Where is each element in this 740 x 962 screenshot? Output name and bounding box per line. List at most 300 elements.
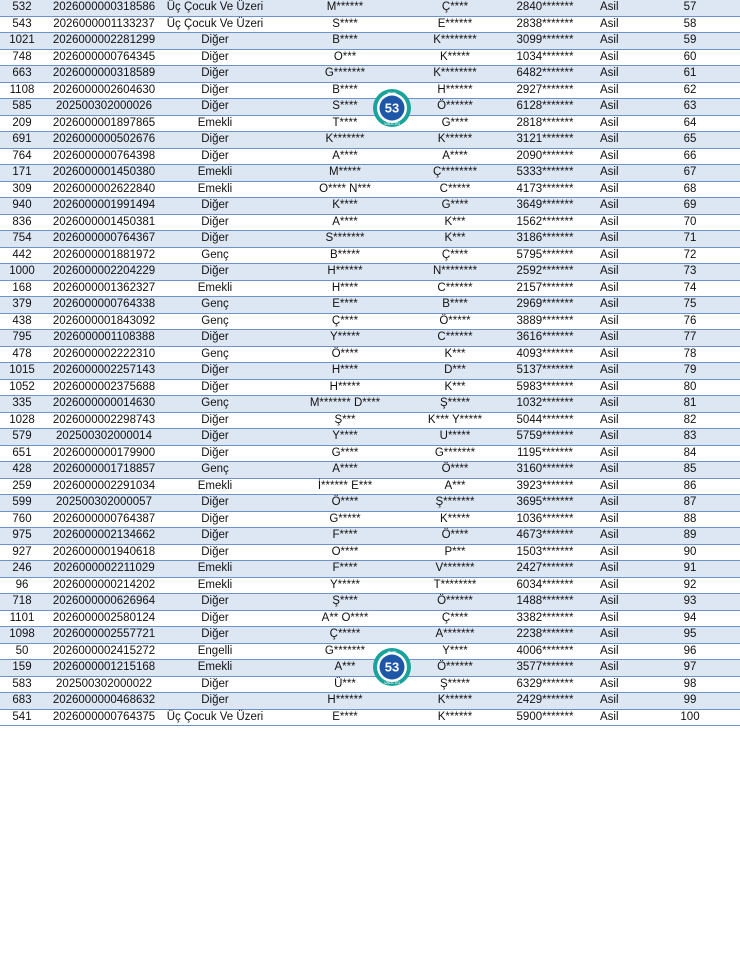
cell-surname: K******** [433, 34, 477, 46]
cell-row-id: 50 [15, 644, 29, 657]
cell-category: Emekli [197, 182, 233, 195]
cell-row-id: 1101 [9, 611, 35, 624]
cell-name: G******* [324, 67, 366, 79]
cell-category: Diğer [201, 364, 229, 376]
cell-row-id: 168 [12, 281, 32, 294]
cell-category: Diğer [201, 149, 229, 162]
table-row [0, 611, 740, 628]
cell-category: Emekli [197, 166, 233, 178]
cell-row-id: 760 [12, 512, 32, 525]
cell-name: H**** [331, 281, 359, 294]
cell-category: Genç [201, 347, 229, 360]
cell-surname: P*** [444, 545, 466, 558]
cell-order-number: 76 [683, 314, 697, 327]
cell-surname: E****** [437, 17, 473, 30]
cell-order-number: 78 [683, 347, 697, 360]
cell-name: A**** [332, 215, 358, 228]
cell-row-id: 532 [12, 1, 32, 13]
cell-name: Y***** [329, 578, 361, 591]
cell-application-number: 2026000002291034 [52, 479, 156, 492]
cell-category: Emekli [197, 562, 233, 574]
cell-order-number: 93 [683, 595, 697, 607]
cell-surname: Ş***** [439, 397, 471, 409]
cell-surname: U***** [439, 430, 471, 442]
cell-name: K******* [325, 133, 365, 145]
cell-order-number: 70 [683, 215, 697, 228]
cell-name: Ş**** [332, 595, 358, 607]
cell-name: H****** [327, 265, 363, 277]
cell-id-number: 1503******* [516, 545, 574, 558]
cell-id-number: 3160******* [516, 463, 574, 475]
cell-surname: K******** [433, 67, 477, 79]
cell-name: B***** [329, 248, 361, 261]
cell-id-number: 5137******* [516, 364, 574, 376]
cell-id-number: 2429******* [516, 694, 574, 706]
table-row [0, 248, 740, 265]
cell-name: Y**** [332, 430, 358, 442]
cell-application-number: 2026000001897865 [52, 116, 156, 129]
cell-status: Asil [600, 34, 619, 46]
cell-application-number: 2026000001991494 [52, 199, 156, 211]
cell-order-number: 98 [683, 677, 697, 690]
cell-application-number: 202500302000057 [56, 496, 152, 508]
cell-id-number: 1036******* [516, 512, 574, 525]
cell-status: Asil [600, 644, 619, 657]
cell-row-id: 691 [12, 133, 32, 145]
table-row [0, 231, 740, 248]
table-row [0, 215, 740, 232]
seal-icon [372, 88, 412, 128]
cell-order-number: 83 [683, 430, 697, 442]
cell-application-number: 202500302000026 [56, 100, 152, 112]
cell-row-id: 663 [12, 67, 32, 79]
cell-order-number: 96 [683, 644, 697, 657]
cell-application-number: 2026000000764387 [52, 512, 156, 525]
cell-application-number: 2026000002375688 [52, 380, 156, 393]
cell-order-number: 90 [683, 545, 697, 558]
cell-row-id: 438 [12, 314, 32, 327]
cell-category: Genç [201, 397, 229, 409]
cell-row-id: 478 [12, 347, 32, 360]
table-row [0, 380, 740, 397]
cell-status: Asil [600, 397, 619, 409]
cell-order-number: 63 [683, 100, 697, 112]
table-row [0, 33, 740, 50]
cell-order-number: 77 [683, 331, 697, 343]
cell-status: Asil [600, 694, 619, 706]
cell-category: Diğer [201, 199, 229, 211]
cell-category: Emekli [197, 479, 233, 492]
cell-application-number: 2026000000214202 [52, 578, 156, 591]
cell-id-number: 1034******* [516, 50, 574, 63]
cell-status: Asil [600, 166, 619, 178]
cell-category: Genç [201, 314, 229, 327]
cell-surname: K****** [437, 694, 473, 706]
cell-category: Diğer [201, 34, 229, 46]
cell-surname: K****** [437, 710, 473, 723]
cell-row-id: 1021 [9, 34, 35, 46]
cell-category: Üç Çocuk Ve Üzeri [166, 17, 264, 30]
table-row [0, 116, 740, 133]
cell-name: E**** [332, 710, 358, 723]
cell-name: S**** [332, 100, 358, 112]
cell-application-number: 2026000001108388 [53, 331, 155, 343]
cell-surname: Ö****** [437, 595, 473, 607]
cell-status: Asil [600, 17, 619, 30]
cell-application-number: 2026000001843092 [52, 314, 156, 327]
cell-status: Asil [600, 595, 619, 607]
cell-row-id: 309 [12, 182, 32, 195]
cell-application-number: 2026000001133237 [53, 17, 155, 30]
cell-row-id: 246 [12, 562, 32, 574]
cell-application-number: 2026000000764367 [52, 232, 156, 244]
cell-category: Diğer [201, 215, 229, 228]
cell-application-number: 202500302000022 [56, 677, 152, 690]
cell-category: Genç [201, 248, 229, 261]
cell-row-id: 442 [12, 248, 32, 261]
cell-id-number: 2592******* [516, 265, 574, 277]
cell-application-number: 2026000002580124 [52, 611, 156, 624]
cell-category: Diğer [201, 628, 229, 640]
table-row [0, 561, 740, 578]
cell-name: A** O**** [321, 611, 369, 624]
cell-surname: Ö**** [441, 463, 469, 475]
table-row [0, 165, 740, 182]
cell-category: Diğer [201, 100, 229, 112]
cell-id-number: 3099******* [516, 34, 574, 46]
cell-application-number: 2026000002557721 [52, 628, 156, 640]
cell-name: G**** [331, 446, 359, 459]
cell-category: Diğer [201, 430, 229, 442]
cell-id-number: 2238******* [516, 628, 574, 640]
table-row [0, 429, 740, 446]
cell-category: Diğer [201, 380, 229, 393]
cell-order-number: 64 [683, 116, 697, 129]
cell-status: Asil [600, 430, 619, 442]
seal-logo-top [372, 88, 412, 128]
table-row [0, 693, 740, 710]
cell-application-number: 2026000000502676 [52, 133, 156, 145]
cell-application-number: 2026000002281299 [52, 34, 156, 46]
cell-surname: K*** [444, 380, 466, 393]
cell-order-number: 99 [683, 694, 697, 706]
seal-number: 53 [384, 659, 400, 675]
cell-name: İ****** E*** [317, 479, 373, 492]
cell-order-number: 60 [683, 50, 697, 63]
table-row [0, 99, 740, 116]
cell-status: Asil [600, 677, 619, 690]
cell-surname: C****** [437, 331, 473, 343]
table-row [0, 396, 740, 413]
cell-order-number: 57 [683, 1, 697, 13]
seal-bottom-text: VALİLİĞİ [384, 121, 400, 126]
cell-id-number: 3121******* [516, 133, 574, 145]
cell-status: Asil [600, 182, 619, 195]
cell-status: Asil [600, 215, 619, 228]
cell-application-number: 2026000002204229 [52, 265, 156, 277]
cell-id-number: 5795******* [516, 248, 574, 261]
cell-row-id: 209 [12, 116, 32, 129]
cell-order-number: 86 [683, 479, 697, 492]
cell-status: Asil [600, 611, 619, 624]
cell-status: Asil [600, 529, 619, 541]
cell-name: Ç**** [331, 314, 359, 327]
cell-status: Asil [600, 661, 619, 673]
cell-order-number: 59 [683, 34, 697, 46]
cell-id-number: 5900******* [516, 710, 574, 723]
cell-name: Ö**** [331, 347, 359, 360]
cell-category: Diğer [201, 413, 229, 426]
seal-top-text: RİZE [387, 649, 397, 655]
cell-name: M***** [329, 166, 361, 178]
cell-category: Diğer [201, 133, 229, 145]
cell-status: Asil [600, 50, 619, 63]
cell-application-number: 2026000000318586 [52, 1, 156, 13]
cell-status: Asil [600, 83, 619, 96]
cell-status: Asil [600, 364, 619, 376]
cell-application-number: 2026000000179900 [52, 446, 156, 459]
table-row [0, 545, 740, 562]
cell-application-number: 2026000000318589 [52, 67, 156, 79]
cell-name: O**** [331, 545, 359, 558]
cell-surname: H****** [437, 83, 473, 96]
cell-order-number: 100 [680, 710, 700, 723]
table-row [0, 182, 740, 199]
cell-name: B**** [332, 83, 358, 96]
cell-surname: K*** [444, 347, 466, 360]
cell-surname: K*** Y***** [427, 413, 483, 426]
cell-id-number: 2427******* [516, 562, 574, 574]
cell-application-number: 2026000002211029 [53, 562, 155, 574]
cell-surname: Ş******* [435, 496, 475, 508]
cell-name: G******* [324, 644, 366, 657]
cell-surname: A******* [435, 628, 475, 640]
cell-id-number: 2927******* [516, 83, 574, 96]
cell-application-number: 2026000002222310 [52, 347, 156, 360]
cell-status: Asil [600, 380, 619, 393]
cell-order-number: 75 [683, 298, 697, 310]
seal-bottom-text: VALİLİĞİ [384, 680, 400, 685]
table-row [0, 198, 740, 215]
table-row [0, 264, 740, 281]
cell-surname: C****** [437, 281, 473, 294]
cell-order-number: 80 [683, 380, 697, 393]
cell-order-number: 61 [683, 67, 697, 79]
cell-application-number: 2026000002604630 [52, 83, 156, 96]
cell-application-number: 2026000001940618 [52, 545, 156, 558]
cell-status: Asil [600, 446, 619, 459]
table-row [0, 149, 740, 166]
cell-id-number: 6034******* [516, 578, 574, 591]
cell-name: G***** [329, 512, 361, 525]
cell-name: Ş*** [334, 413, 356, 426]
cell-surname: B**** [442, 298, 468, 310]
cell-application-number: 2026000002257143 [52, 364, 156, 376]
table-row [0, 710, 740, 727]
cell-application-number: 2026000002415272 [52, 644, 156, 657]
cell-order-number: 73 [683, 265, 697, 277]
cell-id-number: 2840******* [516, 1, 574, 13]
cell-row-id: 927 [12, 545, 32, 558]
cell-surname: G**** [441, 116, 469, 129]
cell-row-id: 259 [12, 479, 32, 492]
cell-status: Asil [600, 298, 619, 310]
cell-surname: Ç******** [432, 166, 478, 178]
cell-row-id: 428 [12, 463, 32, 475]
table-row [0, 528, 740, 545]
cell-row-id: 543 [12, 17, 32, 30]
cell-name: A**** [332, 149, 358, 162]
cell-order-number: 66 [683, 149, 697, 162]
cell-category: Diğer [201, 446, 229, 459]
cell-id-number: 4673******* [516, 529, 574, 541]
cell-name: H**** [331, 364, 359, 376]
cell-id-number: 5333******* [516, 166, 574, 178]
cell-id-number: 4006******* [516, 644, 574, 657]
cell-category: Engelli [197, 644, 233, 657]
cell-status: Asil [600, 1, 619, 13]
cell-name: T**** [332, 116, 358, 129]
cell-application-number: 2026000000764345 [52, 50, 156, 63]
table-row [0, 413, 740, 430]
cell-category: Diğer [201, 67, 229, 79]
cell-order-number: 88 [683, 512, 697, 525]
cell-id-number: 4173******* [516, 182, 574, 195]
cell-surname: A*** [444, 479, 466, 492]
cell-surname: Ö***** [439, 314, 471, 327]
cell-order-number: 85 [683, 463, 697, 475]
cell-id-number: 5044******* [516, 413, 574, 426]
cell-status: Asil [600, 248, 619, 261]
table-row [0, 462, 740, 479]
table-row [0, 0, 740, 17]
cell-category: Diğer [201, 694, 229, 706]
cell-surname: A**** [442, 149, 468, 162]
cell-name: E**** [332, 298, 358, 310]
cell-order-number: 71 [683, 232, 697, 244]
cell-status: Asil [600, 628, 619, 640]
cell-row-id: 541 [12, 710, 32, 723]
cell-category: Diğer [201, 512, 229, 525]
cell-category: Emekli [197, 281, 233, 294]
cell-application-number: 2026000002298743 [52, 413, 156, 426]
cell-id-number: 3577******* [516, 661, 574, 673]
cell-surname: K*** [444, 232, 466, 244]
cell-status: Asil [600, 347, 619, 360]
table-row [0, 446, 740, 463]
cell-name: F**** [332, 562, 358, 574]
cell-surname: Ö****** [437, 100, 473, 112]
cell-id-number: 3382******* [516, 611, 574, 624]
cell-id-number: 6482******* [516, 67, 574, 79]
cell-id-number: 3923******* [516, 479, 574, 492]
cell-application-number: 2026000001362327 [52, 281, 156, 294]
cell-order-number: 72 [683, 248, 697, 261]
cell-row-id: 96 [15, 578, 29, 591]
table-row [0, 281, 740, 298]
cell-category: Emekli [197, 661, 233, 673]
cell-order-number: 81 [683, 397, 697, 409]
cell-order-number: 91 [683, 562, 697, 574]
cell-row-id: 940 [12, 199, 32, 211]
cell-surname: Ç**** [441, 248, 469, 261]
cell-id-number: 1032******* [516, 397, 574, 409]
cell-row-id: 975 [12, 529, 32, 541]
cell-surname: N******** [432, 265, 478, 277]
cell-category: Diğer [201, 595, 229, 607]
cell-category: Genç [201, 463, 229, 475]
table-row [0, 132, 740, 149]
cell-status: Asil [600, 116, 619, 129]
cell-id-number: 2838******* [516, 17, 574, 30]
cell-application-number: 2026000000764375 [52, 710, 156, 723]
cell-id-number: 1488******* [516, 595, 574, 607]
cell-name: M******* D**** [309, 397, 381, 409]
cell-surname: K****** [437, 133, 473, 145]
cell-category: Emekli [197, 116, 233, 129]
table-row [0, 627, 740, 644]
cell-order-number: 95 [683, 628, 697, 640]
cell-row-id: 683 [12, 694, 32, 706]
cell-category: Emekli [197, 578, 233, 591]
table-row [0, 363, 740, 380]
cell-name: Ü*** [334, 677, 356, 690]
cell-row-id: 579 [12, 430, 32, 442]
cell-name: F**** [332, 529, 358, 541]
cell-order-number: 84 [683, 446, 697, 459]
cell-id-number: 3889******* [516, 314, 574, 327]
cell-order-number: 62 [683, 83, 697, 96]
cell-id-number: 2969******* [516, 298, 574, 310]
cell-category: Diğer [201, 331, 229, 343]
cell-application-number: 2026000000014630 [52, 397, 156, 409]
cell-name: A*** [334, 661, 356, 673]
cell-status: Asil [600, 133, 619, 145]
cell-name: A**** [332, 463, 358, 475]
cell-status: Asil [600, 413, 619, 426]
cell-surname: Ö****** [437, 661, 473, 673]
table-row [0, 297, 740, 314]
cell-surname: K*** [444, 215, 466, 228]
cell-row-id: 764 [12, 149, 32, 162]
cell-surname: V******* [435, 562, 475, 574]
cell-order-number: 94 [683, 611, 697, 624]
cell-order-number: 87 [683, 496, 697, 508]
cell-status: Asil [600, 281, 619, 294]
cell-order-number: 74 [683, 281, 697, 294]
cell-row-id: 836 [12, 215, 32, 228]
cell-order-number: 67 [683, 166, 697, 178]
cell-row-id: 1015 [9, 364, 35, 376]
cell-status: Asil [600, 314, 619, 327]
cell-status: Asil [600, 463, 619, 475]
cell-row-id: 1000 [9, 265, 35, 277]
table-row [0, 660, 740, 677]
cell-category: Diğer [201, 677, 229, 690]
cell-surname: K***** [439, 50, 471, 63]
cell-name: K**** [332, 199, 358, 211]
cell-id-number: 5759******* [516, 430, 574, 442]
cell-name: H***** [329, 380, 361, 393]
cell-surname: T******** [433, 578, 477, 591]
cell-order-number: 89 [683, 529, 697, 541]
cell-id-number: 4093******* [516, 347, 574, 360]
cell-row-id: 651 [12, 446, 32, 459]
cell-order-number: 82 [683, 413, 697, 426]
cell-row-id: 754 [12, 232, 32, 244]
cell-category: Diğer [201, 545, 229, 558]
cell-surname: K***** [439, 512, 471, 525]
